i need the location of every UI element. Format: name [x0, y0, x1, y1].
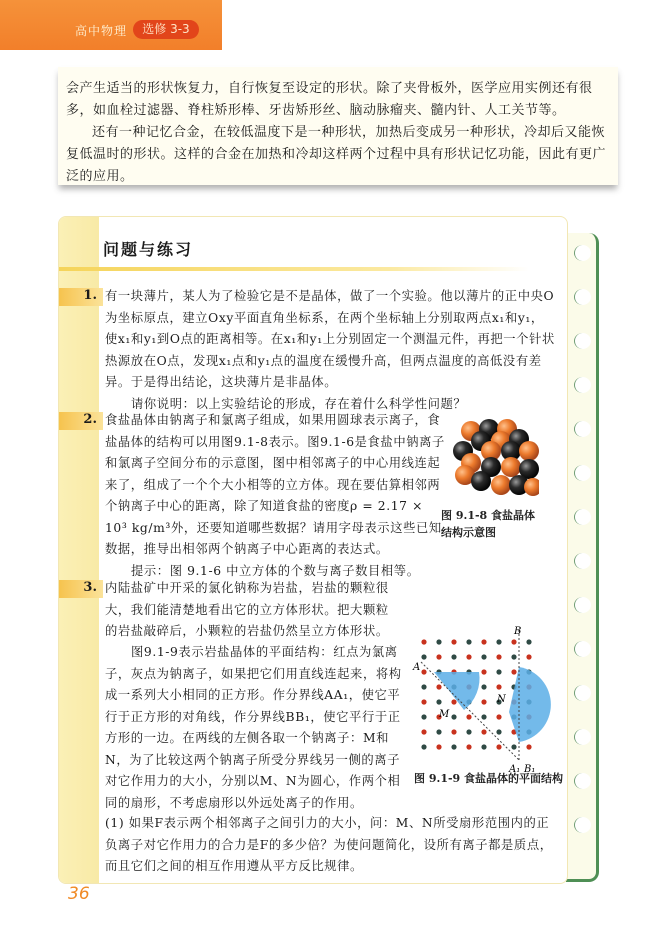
title-underline: [59, 267, 529, 271]
intro-paragraph-2: 还有一种记忆合金，在较低温度下是一种形状，加热后变成另一种形状，冷却后又能恢复低温时的形状。这样的合金在加热和冷却这样两个过程中具有形状记忆功能，因此有更广泛的应用。: [66, 125, 607, 184]
intro-card: [58, 67, 618, 185]
subject-title: 高中物理: [75, 24, 128, 38]
svg-text:N: N: [497, 694, 506, 705]
question-2-hint: 提示：图 9.1-6 中立方体的个数与离子数目相等。: [131, 563, 420, 578]
svg-text:M: M: [439, 709, 450, 720]
section-title: 问题与练习: [103, 240, 194, 259]
question-3-text: 内陆盐矿中开采的氯化钠称为岩盐，岩盐的颗粒很大，我们能清楚地看出它的立方体形状。把大颗粒的岩盐敲碎后，小颗粒的岩盐仍然呈立方体形状。: [105, 581, 389, 638]
svg-text:A₁: A₁: [509, 764, 521, 772]
binding-hole-icon: [574, 641, 591, 657]
page-number: 36: [68, 884, 90, 904]
notebook-binding-tabs: [566, 233, 599, 882]
chapter-header-bar: [0, 0, 222, 50]
question-1-text: 有一块薄片，某人为了检验它是不是晶体，做了一个实验。他以薄片的正中央O为坐标原点，建立Oxy平面直角坐标系，在两个坐标轴上分别取两点x₁和y₁，使x₁和y₁到O点的距离相等。在x₁和y₁上分别固定一个测温元件，再把一个针状热源放在O点，发现x₁点和y₁点的温度在缓慢升高，但两点温度的高低没有差异。于是得出结论，这块薄片是非晶体。: [105, 289, 555, 389]
salt-crystal-sphere-figure: [453, 417, 539, 499]
salt-plane-lattice-figure: [409, 622, 559, 772]
figure-9-1-9-caption: 图 9.1-9 食盐晶体的平面结构: [414, 772, 564, 785]
svg-text:B: B: [514, 626, 522, 637]
volume-badge: 选修 3-3: [133, 20, 199, 39]
binding-hole-icon: [574, 773, 591, 789]
binding-hole-icon: [574, 729, 591, 745]
binding-hole-icon: [574, 465, 591, 481]
question-number-1: 1.: [59, 288, 103, 306]
question-3-sub: [105, 813, 555, 878]
binding-hole-icon: [574, 597, 591, 613]
question-2: [105, 410, 445, 582]
question-3-body: [105, 642, 405, 814]
svg-text:B₁: B₁: [524, 764, 536, 772]
binding-hole-icon: [574, 685, 591, 701]
question-3-paragraph-2: 图9.1-9表示岩盐晶体的平面结构：红点为氯离子，灰点为钠离子，如果把它们用直线连起来，将构成一系列大小相同的正方形。作分界线AA₁，使它平行于正方形的对角线，作分界线BB₁，使它平行于正方形的一边。在两线的左侧各取一个钠离子：M和N，为了比较这两个钠离子所受分界线另一侧的离子对它作用力的大小，分别以M、N为圆心，作两个相同的扇形，不考虑扇形以外远处离子的作用。: [105, 645, 402, 810]
question-1-prompt: 请你说明：以上实验结论的形成，存在着什么科学性问题？: [131, 396, 467, 411]
question-number-3: 3.: [59, 580, 103, 598]
left-margin-stripe: [59, 217, 99, 883]
binding-hole-icon: [574, 817, 591, 833]
binding-hole-icon: [574, 377, 591, 393]
exercises-section: [58, 216, 568, 884]
svg-text:A: A: [413, 662, 421, 673]
binding-hole-icon: [574, 245, 591, 261]
binding-hole-icon: [574, 553, 591, 569]
intro-paragraph-1: 会产生适当的形状恢复力，自行恢复至设定的形状。除了夹骨板外，医学应用实例还有很多，如血栓过滤器、脊柱矫形棒、牙齿矫形丝、脑动脉瘤夹、髓内针、人工关节等。: [66, 81, 593, 118]
question-1: [105, 286, 555, 415]
question-2-text: 食盐晶体由钠离子和氯离子组成，如果用圆球表示离子，食盐晶体的结构可以用图9.1-8表示。图9.1-6是食盐中钠离子和氯离子空间分布的示意图，图中相邻离子的中心用线连起来了，组成了一个个大小相等的立方体。现在要估算相邻两个钠离子中心的距离，除了知道食盐的密度ρ = 2.17 × 10³ kg/m³外，还要知道哪些数据？请用字母表示这些已知数据，推导出相邻两个钠离子中心距离的表达式。: [105, 413, 445, 556]
binding-hole-icon: [574, 509, 591, 525]
question-3-subquestion-1: (1) 如果F表示两个相邻离子之间引力的大小，问：M、N所受扇形范围内的正负离子对它作用力的合力是F的多少倍？为使问题简化，设所有离子都是质点，而且它们之间的相互作用遵从平方反比规律。: [105, 816, 553, 873]
binding-hole-icon: [574, 333, 591, 349]
figure-9-1-8-caption: 图 9.1-8 食盐晶体结构示意图: [441, 509, 536, 539]
binding-hole-icon: [574, 421, 591, 437]
binding-hole-icon: [574, 289, 591, 305]
question-number-2: 2.: [59, 412, 103, 430]
